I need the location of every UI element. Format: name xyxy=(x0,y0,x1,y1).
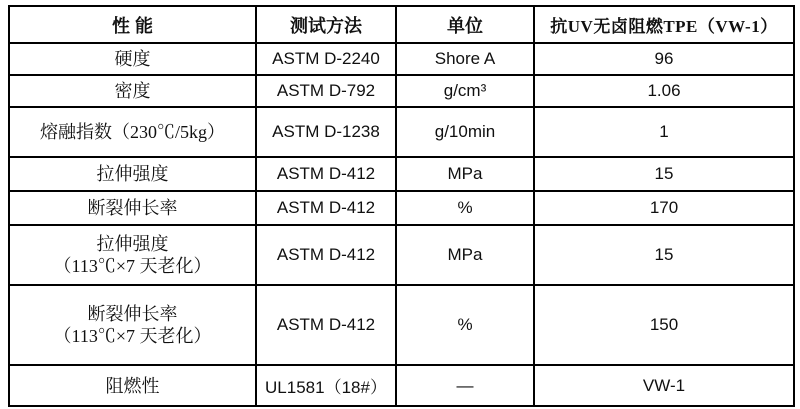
method-cell xyxy=(256,365,396,406)
cell-text: 拉伸强度 xyxy=(96,234,169,254)
cell-text: 硬度 xyxy=(114,49,151,69)
property-cell xyxy=(9,285,256,365)
property-cell xyxy=(9,365,256,406)
cell-text: 96 xyxy=(654,49,674,68)
table-row xyxy=(9,43,794,75)
value-cell xyxy=(534,285,794,365)
method-cell xyxy=(256,191,396,225)
value-cell xyxy=(534,225,794,285)
table-row xyxy=(9,157,794,191)
cell-text: 熔融指数（230℃/5kg） xyxy=(39,122,225,142)
value-cell xyxy=(534,107,794,157)
property-cell xyxy=(9,75,256,107)
cell-text: ASTM D-1238 xyxy=(272,122,380,141)
cell-text: ASTM D-792 xyxy=(276,81,376,100)
cell-text: UL1581（18#） xyxy=(265,378,387,397)
cell-text: % xyxy=(457,198,473,217)
cell-text: ASTM D-412 xyxy=(276,164,376,183)
property-cell xyxy=(9,191,256,225)
table-row xyxy=(9,107,794,157)
cell-text: ASTM D-412 xyxy=(276,315,376,334)
property-cell xyxy=(9,225,256,285)
property-cell xyxy=(9,157,256,191)
unit-cell xyxy=(396,107,534,157)
unit-cell xyxy=(396,43,534,75)
cell-text: 150 xyxy=(649,315,679,334)
cell-text: 断裂伸长率 xyxy=(87,304,178,324)
method-cell xyxy=(256,225,396,285)
cell-text: 拉伸强度 xyxy=(96,164,169,184)
table-body xyxy=(9,43,794,406)
col-header-property: 性 能 xyxy=(9,6,256,43)
col-header-test-method: 测试方法 xyxy=(256,6,396,43)
value-cell xyxy=(534,191,794,225)
method-cell xyxy=(256,157,396,191)
method-cell xyxy=(256,107,396,157)
value-cell xyxy=(534,157,794,191)
cell-text: 1.06 xyxy=(647,81,681,100)
cell-text: % xyxy=(457,315,473,334)
unit-cell xyxy=(396,191,534,225)
cell-text: 断裂伸长率 xyxy=(87,198,178,218)
unit-cell xyxy=(396,157,534,191)
cell-text: 阻燃性 xyxy=(105,375,160,396)
table-row xyxy=(9,225,794,285)
col-header-unit: 单位 xyxy=(396,6,534,43)
cell-text: VW-1 xyxy=(642,375,686,395)
table-row xyxy=(9,75,794,107)
cell-text: 15 xyxy=(654,164,674,183)
method-cell xyxy=(256,43,396,75)
cell-text: g/10min xyxy=(434,122,496,141)
table-row xyxy=(9,365,794,406)
cell-text: g/cm³ xyxy=(443,81,487,100)
cell-text: ASTM D-412 xyxy=(276,245,376,264)
cell-text: Shore A xyxy=(434,49,496,68)
property-cell xyxy=(9,43,256,75)
cell-text: 密度 xyxy=(114,81,151,101)
cell-text: MPa xyxy=(447,245,483,264)
method-cell xyxy=(256,75,396,107)
cell-text: — xyxy=(456,375,474,395)
cell-text: ASTM D-2240 xyxy=(272,49,380,68)
unit-cell xyxy=(396,75,534,107)
table-row xyxy=(9,285,794,365)
cell-text: 1 xyxy=(659,122,669,141)
cell-text: 15 xyxy=(654,245,674,264)
cell-text: ASTM D-412 xyxy=(276,198,376,217)
cell-text: 170 xyxy=(649,198,679,217)
method-cell xyxy=(256,285,396,365)
cell-text: MPa xyxy=(447,164,483,183)
table-row xyxy=(9,191,794,225)
unit-cell xyxy=(396,285,534,365)
property-cell xyxy=(9,107,256,157)
unit-cell xyxy=(396,365,534,406)
cell-text: （113℃×7 天老化） xyxy=(53,326,212,346)
value-cell xyxy=(534,43,794,75)
col-header-material-name: 抗UV无卤阻燃TPE（VW-1） xyxy=(534,6,794,43)
unit-cell xyxy=(396,225,534,285)
material-properties-table xyxy=(8,5,795,407)
cell-text: （113℃×7 天老化） xyxy=(53,256,212,276)
value-cell xyxy=(534,75,794,107)
value-cell xyxy=(534,365,794,406)
header-row xyxy=(9,6,794,43)
